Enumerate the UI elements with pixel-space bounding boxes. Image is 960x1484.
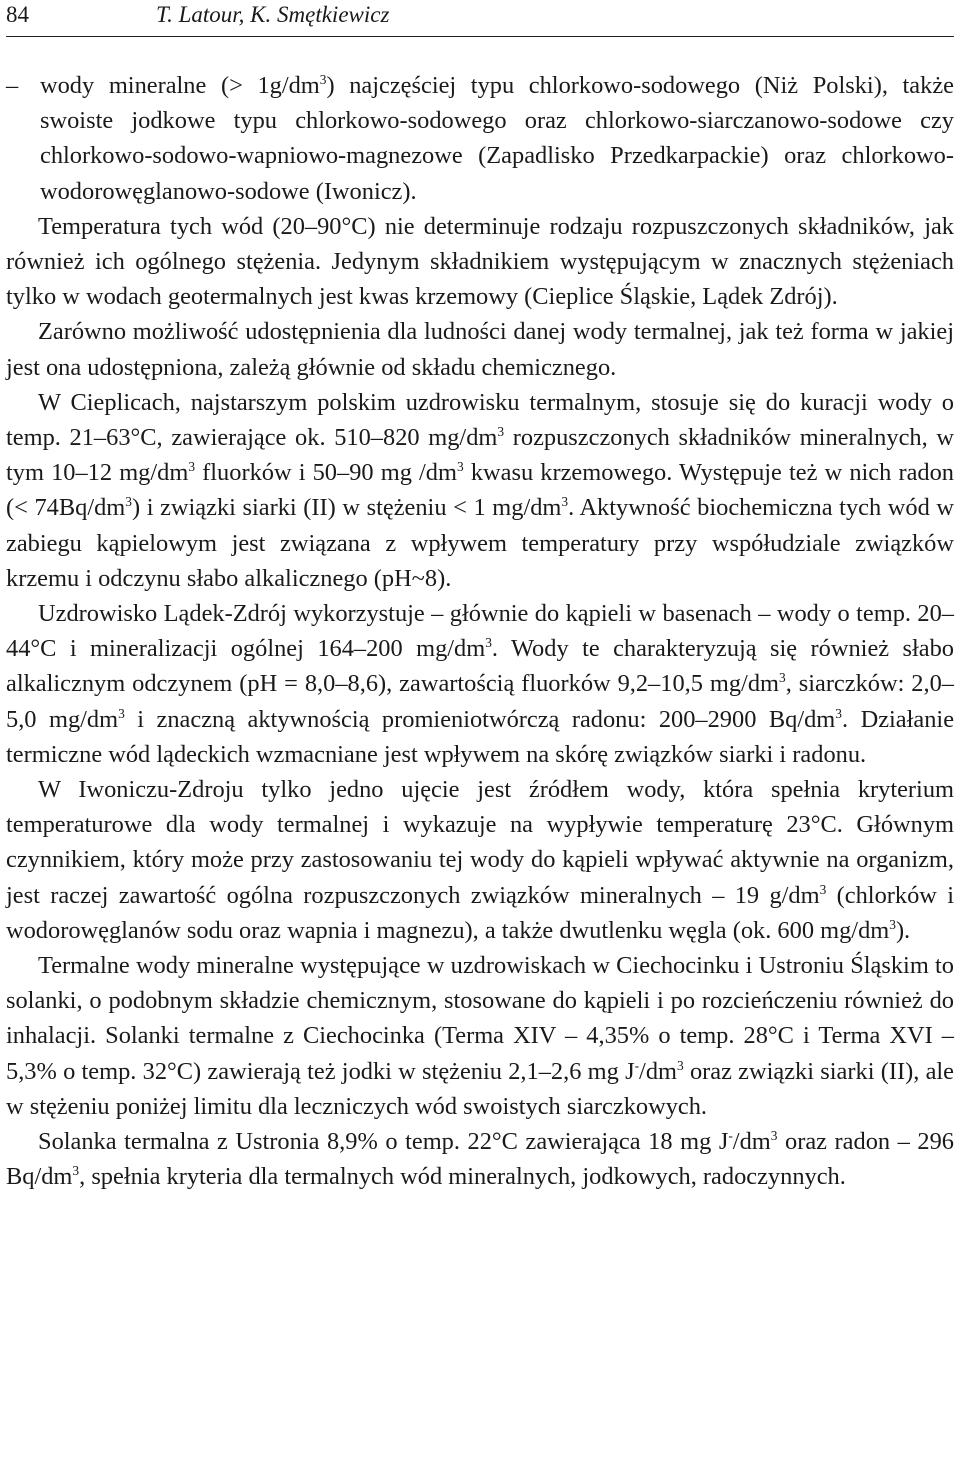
text-run: , spełnia kryteria dla termalnych wód mineralnych, jodkowych, radoczynnych.: [79, 1163, 846, 1191]
text-run: . Działanie termiczne wód lądeckich wzmacniane jest wpływem na skórę związków siarki i radonu.: [6, 705, 955, 768]
superscript: 3: [889, 916, 896, 932]
text-run: kwasu krzemowego. Występuje też w nich radon (< 74Bq/dm: [6, 459, 954, 522]
text-run: . Wody te charakteryzują się również słabo alkalicznym odczynem (pH = 8,0–8,6), zawartością fluorków 9,2–10,5 mg/dm: [6, 635, 954, 698]
superscript: 3: [497, 423, 505, 439]
text-run: fluorków i 50–90 mg /dm: [195, 459, 457, 487]
paragraph-p6: [6, 772, 954, 948]
superscript: 3: [770, 1127, 778, 1143]
paragraph-p1: [6, 68, 954, 209]
body-text: [6, 68, 954, 1195]
superscript: 3: [819, 881, 827, 897]
paragraph-p8: [6, 1124, 954, 1194]
list-dash: –: [6, 72, 19, 99]
superscript: 3: [485, 635, 492, 651]
superscript: 3: [456, 459, 464, 475]
text-run: Termalne wody mineralne występujące w uzdrowiskach w Ciechocinku i Ustroniu Śląskim to solanki, o podobnym składzie chemicznym, stosowane do kąpieli i po rozcieńczeniu również do inhalacji. Solanki termalne z Ciechocinka (Terma XIV – 4,35% o temp. 28°C i Terma XVI – 5,3% o temp. 32°C) zawierają też jodki w stężeniu 2,1–2,6 mg J: [6, 952, 954, 1085]
text-run: Solanka termalna z Ustronia 8,9% o temp. 22°C zawierająca 18 mg J: [38, 1128, 729, 1156]
text-run: Uzdrowisko Lądek-Zdrój wykorzystuje – głównie do kąpieli w basenach – wody o temp. 20–44°C i mineralizacji ogólnej 164–200 mg/dm: [6, 600, 954, 663]
paragraph-p5: [6, 596, 954, 772]
text-run: . Aktywność biochemiczna tych wód w zabiegu kąpielowym jest związana z wpływem temperatury przy współudziale związków krzemu i odczynu słabo alkalicznego (pH~8).: [6, 494, 954, 592]
text-run: W Iwoniczu-Zdroju tylko jedno ujęcie jest źródłem wody, która spełnia kryterium temperaturowe dla wody termalnej i wykazuje na wypływie temperaturę 23°C. Głównym czynnikiem, który może przy zastosowaniu tej wody do kąpieli wpływać aktywnie na organizm, jest raczej zawartość ogólna rozpuszczonych związków mineralnych – 19 g/dm: [6, 776, 954, 909]
page-number: 84: [6, 2, 29, 27]
text-run: oraz związki siarki (II), ale w stężeniu poniżej limitu dla leczniczych wód swoistych siarczkowych.: [6, 1057, 954, 1120]
text-run: i znaczną aktywnością promieniotwórczą radonu: 200–2900 Bq/dm: [124, 705, 836, 733]
paragraph-p4: [6, 385, 954, 596]
superscript: 3: [778, 670, 786, 686]
superscript: 3: [835, 705, 842, 721]
text-run: rozpuszczonych składników mineralnych, w tym 10–12 mg/dm: [6, 424, 954, 487]
text-run: /dm: [732, 1128, 771, 1156]
superscript: 3: [677, 1057, 684, 1073]
text-run: , siarczków: 2,0–5,0 mg/dm: [6, 670, 954, 733]
superscript: 3: [561, 494, 569, 510]
text-run: ).: [895, 916, 911, 944]
text-run: (chlorków i wodorowęglanów sodu oraz wapnia i magnezu), a także dwutlenku węgla (ok. 600 mg/dm: [6, 881, 955, 944]
superscript: 3: [319, 71, 327, 87]
text-run: ) najczęściej typu chlorkowo-sodowego (Niż Polski), także swoiste jodkowe typu chlorkowo-sodowego oraz chlorkowo-siarczanowo-sodowe czy chlorkowo-sodowo-wapniowo-magnezowe (Zapadlisko Przedkarpackie) oraz chlorkowo-wodorowęglanowo-sodowe (Iwonicz).: [40, 72, 954, 205]
text-run: Zarówno możliwość udostępnienia dla ludności danej wody termalnej, jak też forma w jakiej jest ona udostępniona, zależą głównie od składu chemicznego.: [6, 318, 954, 381]
superscript: 3: [72, 1163, 80, 1179]
paragraph-p7: [6, 948, 954, 1124]
superscript: -: [728, 1127, 733, 1143]
superscript: 3: [125, 494, 132, 510]
superscript: -: [634, 1057, 640, 1073]
superscript: 3: [118, 705, 125, 721]
text-run: W Cieplicach, najstarszym polskim uzdrowisku termalnym, stosuje się do kuracji wody o temp. 21–63°C, zawierające ok. 510–820 mg/dm: [6, 388, 954, 452]
superscript: 3: [188, 459, 196, 475]
page-header: [6, 0, 954, 37]
text-run: ) i związki siarki (II) w stężeniu < 1 mg/dm: [131, 494, 562, 522]
text-run: Temperatura tych wód (20–90°C) nie determinuje rodzaju rozpuszczonych składników, jak również ich ogólnego stężenia. Jedynym składnikiem występującym w znacznych stężeniach tylko w wodach geotermalnych jest kwas krzemowy (Cieplice Śląskie, Lądek Zdrój).: [6, 212, 954, 311]
paragraph-p3: [6, 314, 954, 384]
text-run: wody mineralne (> 1g/dm: [40, 72, 320, 99]
text-run: /dm: [639, 1057, 677, 1085]
text-run: oraz radon – 296 Bq/dm: [6, 1128, 954, 1191]
running-head: T. Latour, K. Smętkiewicz: [156, 2, 390, 27]
paragraph-p2: [6, 209, 954, 315]
